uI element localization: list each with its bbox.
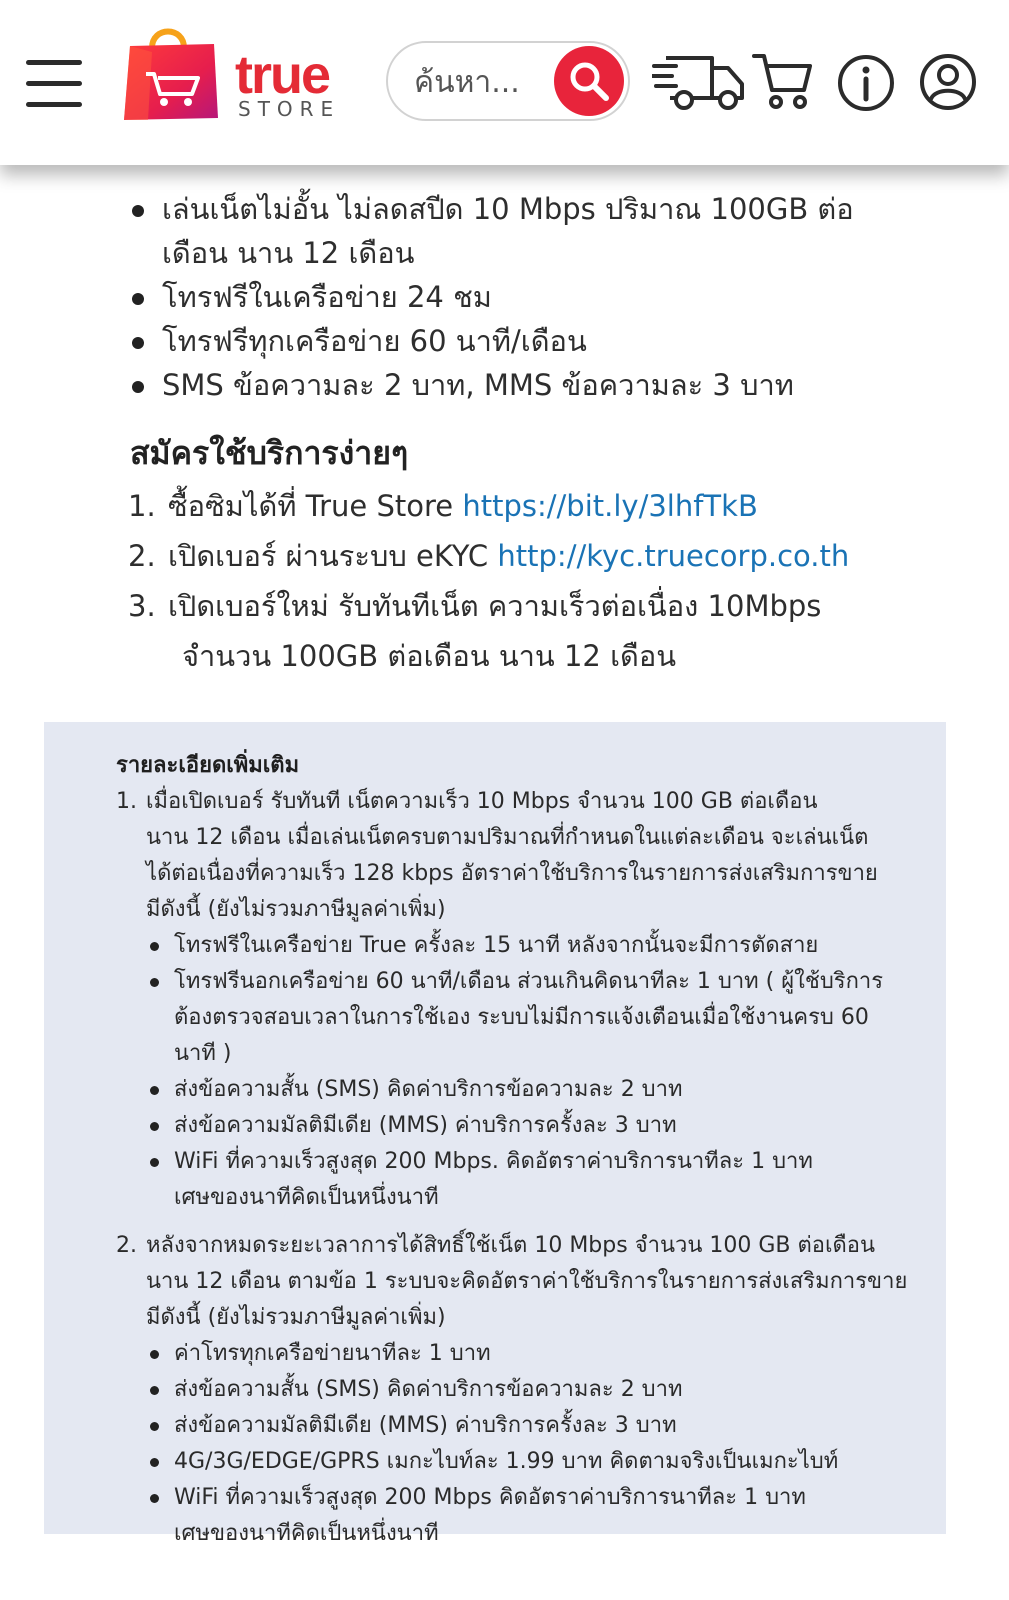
ekyc-link[interactable]: http://kyc.truecorp.co.th	[497, 539, 850, 573]
step-text: เปิดเบอร์ใหม่ รับทันทีเน็ต ความเร็วต่อเนื่อง 10Mbps	[168, 589, 822, 623]
feature-list	[130, 187, 910, 407]
step-number: 2.	[128, 539, 156, 573]
details-bullet	[116, 1108, 916, 1144]
details-bullet-text: ส่งข้อความสั้น (SMS) คิดค่าบริการข้อความละ 2 บาท	[174, 1077, 683, 1102]
details-bullet-text: โทรฟรีในเครือข่าย True ครั้งละ 15 นาที หลังจากนั้นจะมีการตัดสาย	[174, 933, 819, 958]
feature-item: โทรฟรีทุกเครือข่าย 60 นาที/เดือน	[130, 319, 910, 363]
details-item-1	[116, 784, 916, 820]
signup-step-1	[128, 481, 948, 531]
details-text: ได้ต่อเนื่องที่ความเร็ว 128 kbps อัตราค่าใช้บริการในรายการส่งเสริมการขาย	[146, 861, 878, 886]
signup-step-2	[128, 531, 948, 581]
details-text: มีดังนี้ (ยังไม่รวมภาษีมูลค่าเพิ่ม)	[146, 897, 446, 922]
details-bullet-text: WiFi ที่ความเร็วสูงสุด 200 Mbps คิดอัตราค่าบริการนาทีละ 1 บาท	[174, 1485, 806, 1510]
details-bullet	[116, 1336, 916, 1372]
search-bar	[386, 41, 630, 121]
details-bullet	[116, 928, 916, 964]
details-bullet-text: WiFi ที่ความเร็วสูงสุด 200 Mbps. คิดอัตราค่าบริการนาทีละ 1 บาท	[174, 1149, 813, 1174]
details-bullet	[116, 1372, 916, 1408]
signup-title: สมัครใช้บริการง่ายๆ	[130, 434, 409, 472]
details-bullet-text: ส่งข้อความมัลติมีเดีย (MMS) ค่าบริการครั้งละ 3 บาท	[174, 1413, 677, 1438]
true-store-logo[interactable]	[122, 22, 354, 132]
details-bullet	[116, 1072, 916, 1108]
details-bullet	[116, 1444, 916, 1480]
top-header	[0, 0, 1009, 165]
item-number: 2.	[116, 1233, 137, 1258]
brand-subtitle: STORE	[238, 97, 341, 121]
details-bullet	[116, 964, 916, 1072]
shopping-bag-logo-icon	[122, 22, 222, 126]
details-bullet-text: เศษของนาทีคิดเป็นหนึ่งนาที	[174, 1185, 439, 1210]
item-number: 1.	[116, 789, 137, 814]
true-store-link[interactable]: https://bit.ly/3lhfTkB	[462, 489, 758, 523]
details-text: นาน 12 เดือน ตามข้อ 1 ระบบจะคิดอัตราค่าใช้บริการในรายการส่งเสริมการขาย	[146, 1269, 908, 1294]
search-icon	[568, 60, 610, 102]
signup-step-3	[128, 581, 948, 631]
details-text: มีดังนี้ (ยังไม่รวมภาษีมูลค่าเพิ่ม)	[146, 1305, 446, 1330]
search-input[interactable]	[412, 59, 556, 105]
step-number: 1.	[128, 489, 156, 523]
step-text: เปิดเบอร์ ผ่านระบบ eKYC	[168, 539, 498, 573]
step-text: ซื้อซิมได้ที่ True Store	[168, 489, 463, 523]
details-bullet-text: ต้องตรวจสอบเวลาในการใช้เอง ระบบไม่มีการแจ้งเตือนเมื่อใช้งานครบ 60 นาที )	[174, 1005, 869, 1066]
details-panel	[44, 722, 946, 1546]
step-number: 3.	[128, 589, 156, 623]
details-text: หลังจากหมดระยะเวลาการได้สิทธิ์ใช้เน็ต 10 Mbps จำนวน 100 GB ต่อเดือน	[146, 1233, 876, 1258]
details-bullet	[116, 1408, 916, 1444]
details-bullet-text: โทรฟรีนอกเครือข่าย 60 นาที/เดือน ส่วนเกินคิดนาทีละ 1 บาท ( ผู้ใช้บริการ	[174, 969, 884, 994]
signup-step-3-continued: จำนวน 100GB ต่อเดือน นาน 12 เดือน	[182, 639, 677, 673]
details-bullet-text: ส่งข้อความมัลติมีเดีย (MMS) ค่าบริการครั้งละ 3 บาท	[174, 1113, 677, 1138]
cart-icon[interactable]	[752, 50, 814, 112]
feature-item: SMS ข้อความละ 2 บาท, MMS ข้อความละ 3 บาท	[130, 363, 910, 407]
details-text: เมื่อเปิดเบอร์ รับทันที เน็ตความเร็ว 10 Mbps จำนวน 100 GB ต่อเดือน	[146, 789, 818, 814]
signup-steps	[128, 481, 948, 681]
details-text: นาน 12 เดือน เมื่อเล่นเน็ตครบตามปริมาณที่กำหนดในแต่ละเดือน จะเล่นเน็ต	[146, 825, 869, 850]
account-icon[interactable]	[918, 52, 978, 112]
search-button[interactable]	[554, 46, 624, 116]
info-icon[interactable]	[836, 53, 896, 113]
details-bullet-text: เศษของนาทีคิดเป็นหนึ่งนาที	[174, 1521, 439, 1546]
details-title: รายละเอียดเพิ่มเติม	[116, 753, 300, 778]
brand-wordmark: true	[235, 45, 330, 105]
menu-icon[interactable]	[26, 56, 84, 114]
details-bullet-text: 4G/3G/EDGE/GPRS เมกะไบท์ละ 1.99 บาท คิดตามจริงเป็นเมกะไบท์	[174, 1449, 839, 1474]
feature-item: โทรฟรีในเครือข่าย 24 ชม	[130, 275, 910, 319]
feature-item: เล่นเน็ตไม่อั้น ไม่ลดสปีด 10 Mbps ปริมาณ 100GB ต่อเดือน นาน 12 เดือน	[130, 187, 910, 275]
details-bullet	[116, 1480, 916, 1552]
truck-icon[interactable]	[652, 52, 746, 112]
details-bullet	[116, 1144, 916, 1216]
details-item-2	[116, 1228, 916, 1264]
details-bullet-text: ส่งข้อความสั้น (SMS) คิดค่าบริการข้อความละ 2 บาท	[174, 1377, 683, 1402]
details-bullet-text: ค่าโทรทุกเครือข่ายนาทีละ 1 บาท	[174, 1341, 491, 1366]
